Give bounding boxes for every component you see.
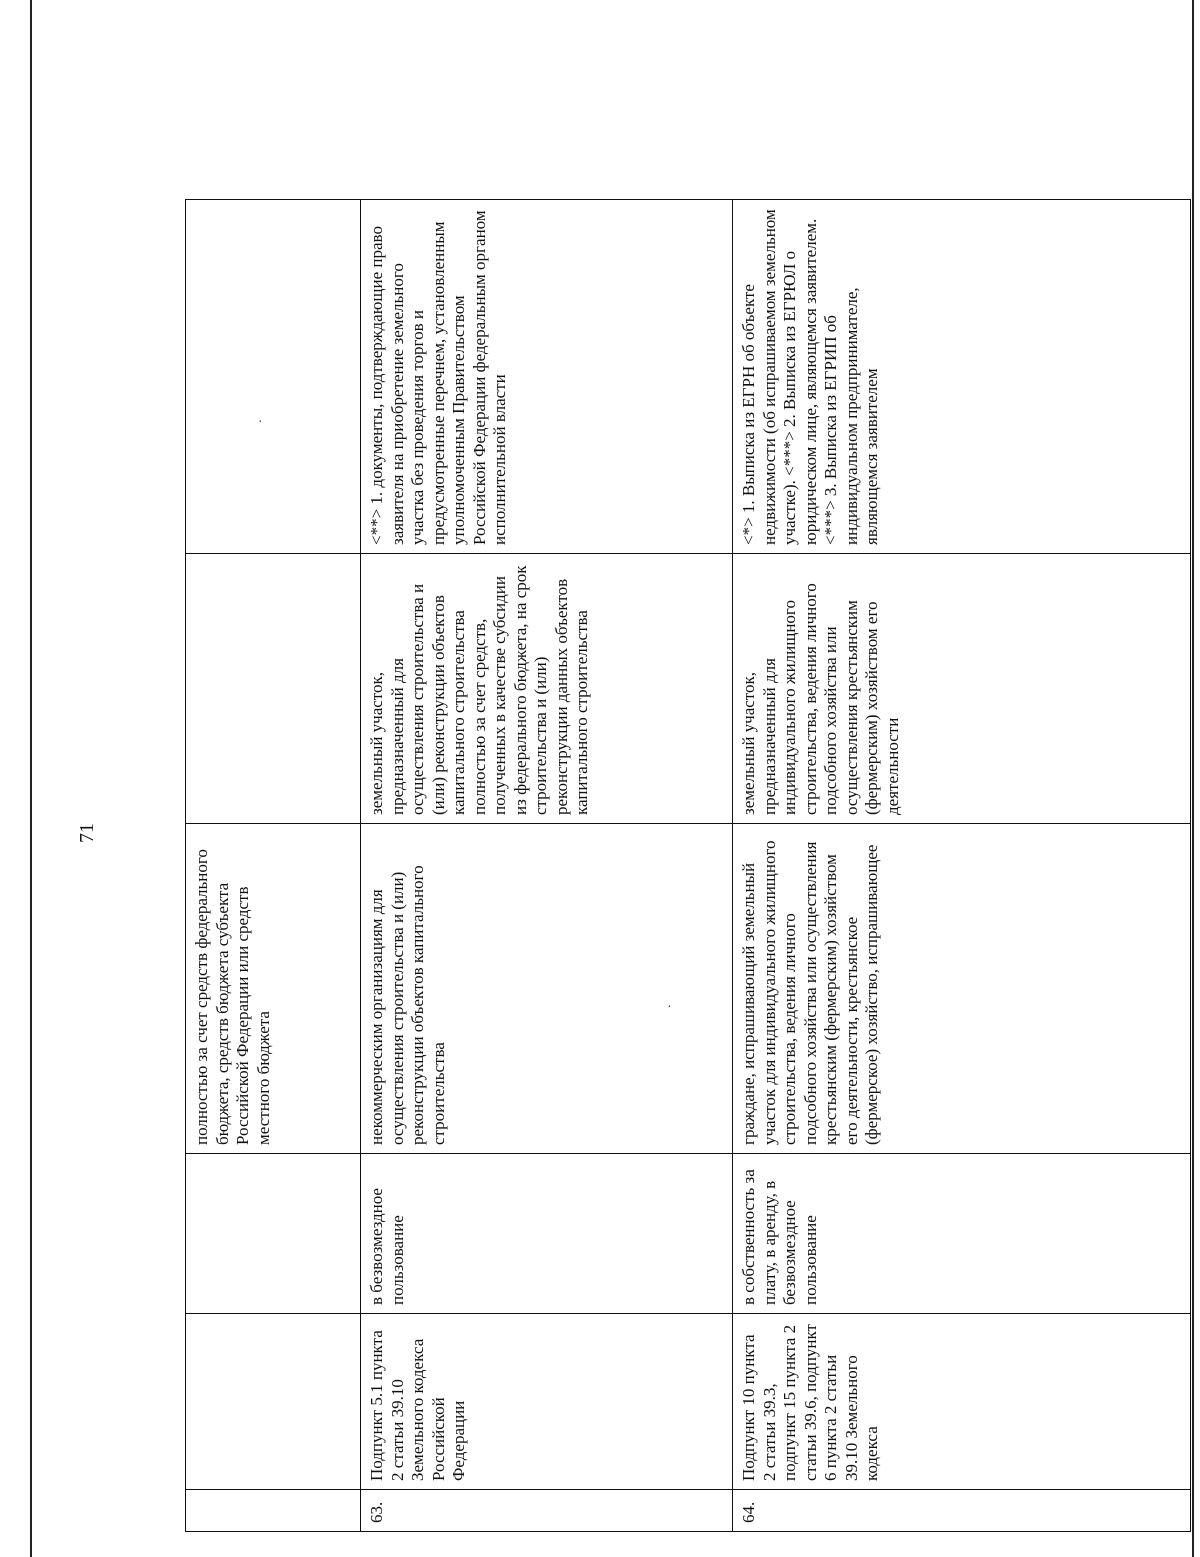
- right-type-cell: в безвозмездное пользование: [361, 1154, 733, 1314]
- scan-speck: ·: [667, 1000, 672, 1015]
- scan-speck: ·: [258, 415, 263, 430]
- legal-basis-cell: Подпункт 10 пункта 2 статьи 39.3, подпункт 15 пункта 2 статьи 39.6, подпункт 6 пункта 2 статьи 39.10 Земельного кодекса: [733, 1314, 1191, 1490]
- table-row: [733, 200, 1191, 1532]
- land-plot-table: [185, 199, 1191, 1532]
- land-plot-cell: земельный участок, предназначенный для индивидуального жилищного строительства, ведения личного подсобного хозяйства или осуществления крестьянским (фермерским) хозяйством его деятельности: [733, 554, 1191, 824]
- applicants-cell: полностью за счет средств федерального бюджета, средств бюджета субъекта Российской Федерации или средств местного бюджета: [186, 824, 361, 1154]
- documents-cell: <**> 1. документы, подтверждающие право заявителя на приобретение земельного участка без проведения торгов и предусмотренные перечнем, установленным уполномоченным Правительством Российской Федерации федеральным органом исполнительной власти: [361, 200, 733, 554]
- row-number-cell: 63.: [361, 1490, 733, 1532]
- land-plot-cell: [186, 554, 361, 824]
- page-left-edge: [30, 0, 32, 1557]
- table-row: [361, 200, 733, 1532]
- page-number: 71: [76, 823, 98, 843]
- applicants-cell: некоммерческим организациям для осуществления строительства и (или) реконструкции объектов капитального строительства: [361, 824, 733, 1154]
- table-row: [186, 200, 361, 1532]
- right-type-cell: в собственность за плату, в аренду, в безвозмездное пользование: [733, 1154, 1191, 1314]
- applicants-cell: граждане, испрашивающий земельный участок для индивидуального жилищного строительства, ведения личного подсобного хозяйства или осуществления крестьянским (фермерским) хозяйством его деятельности, крестьянское (фермерское) хозяйство, испрашивающее: [733, 824, 1191, 1154]
- row-number-cell: [186, 1490, 361, 1532]
- page-right-edge: [1192, 0, 1194, 1557]
- legal-basis-cell: [186, 1314, 361, 1490]
- documents-cell: <*> 1. Выписка из ЕГРН об объекте недвижимости (об испрашиваемом земельном участке). <***> 2. Выписка из ЕГРЮЛ о юридическом лице, являющемся заявителем. <***> 3. Выписка из ЕГРИП об индивидуальном предпринимателе, являющемся заявителем: [733, 200, 1191, 554]
- row-number-cell: 64.: [733, 1490, 1191, 1532]
- rotated-table-container: [185, 200, 1190, 1532]
- land-plot-cell: земельный участок, предназначенный для осуществления строительства и (или) реконструкции объектов капитального строительства полностью за счет средств, полученных в качестве субсидии из федерального бюджета, на срок строительства и (или) реконструкции данных объектов капитального строительства: [361, 554, 733, 824]
- right-type-cell: [186, 1154, 361, 1314]
- legal-basis-cell: Подпункт 5.1 пункта 2 статьи 39.10 Земельного кодекса Российской Федерации: [361, 1314, 733, 1490]
- documents-cell: [186, 200, 361, 554]
